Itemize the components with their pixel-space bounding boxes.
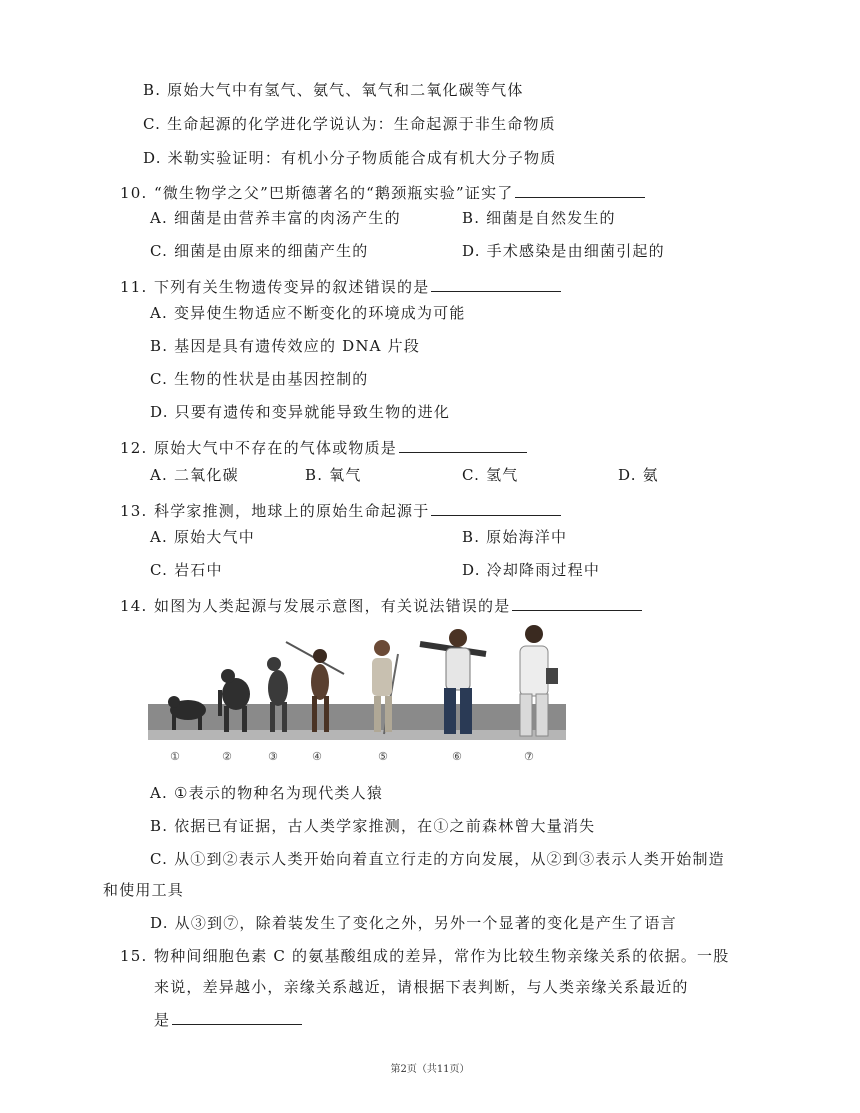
answer-blank [431, 499, 561, 516]
page-footer: 第2页（共11页） [390, 1064, 470, 1075]
human-evolution-figure [148, 624, 566, 766]
figure-label-3: ③ [268, 750, 278, 763]
human-evolution-illustration [148, 624, 566, 766]
option-b: B. 氧气 [305, 466, 362, 484]
question-15 [120, 946, 729, 966]
option-a: A. 二氧化碳 [150, 466, 239, 484]
option-c-continued: 和使用工具 [103, 881, 185, 899]
answer-blank [512, 594, 642, 611]
option-c-q9: C. 生命起源的化学进化学说认为：生命起源于非生命物质 [143, 115, 556, 133]
option-b: B. 依据已有证据，古人类学家推测，在①之前森林曾大量消失 [150, 817, 596, 835]
question-10 [120, 181, 645, 203]
answer-blank [172, 1008, 302, 1025]
question-12 [120, 436, 527, 458]
option-d: D. 手术感染是由细菌引起的 [462, 242, 665, 260]
question-number: 11. [120, 278, 148, 296]
question-number: 14. [120, 597, 148, 615]
question-number: 13. [120, 502, 148, 520]
ground-strip-edge [148, 730, 566, 740]
figure-label-5: ⑤ [378, 750, 388, 763]
question-stem: 原始大气中不存在的气体或物质是 [154, 439, 398, 457]
question-stem-line-2: 来说，差异越小，亲缘关系越近，请根据下表判断，与人类亲缘关系最近的 [154, 978, 689, 996]
question-stem: “微生物学之父”巴斯德著名的“鹅颈瓶实验”证实了 [154, 184, 514, 202]
option-c: C. 从①到②表示人类开始向着直立行走的方向发展，从②到③表示人类开始制造 [150, 850, 725, 868]
figure-label-4: ④ [312, 750, 322, 763]
option-a: A. 细菌是由营养丰富的肉汤产生的 [150, 209, 401, 227]
option-d: D. 从③到⑦，除着装发生了变化之外，另外一个显著的变化是产生了语言 [150, 914, 677, 932]
option-c: C. 氢气 [462, 466, 519, 484]
question-stem: 下列有关生物遗传变异的叙述错误的是 [154, 278, 430, 296]
question-stem: 科学家推测，地球上的原始生命起源于 [154, 502, 430, 520]
question-number: 10. [120, 184, 148, 202]
figure-label-6: ⑥ [452, 750, 462, 763]
option-a: A. 变异使生物适应不断变化的环境成为可能 [150, 304, 466, 322]
option-c: C. 岩石中 [150, 561, 223, 579]
answer-blank [431, 275, 561, 292]
option-a: A. ①表示的物种名为现代类人猿 [150, 784, 384, 802]
option-d: D. 氨 [618, 466, 659, 484]
option-d: D. 冷却降雨过程中 [462, 561, 601, 579]
option-b: B. 细菌是自然发生的 [462, 209, 616, 227]
figure-label-7: ⑦ [524, 750, 534, 763]
figure-label-2: ② [222, 750, 232, 763]
question-number: 12. [120, 439, 148, 457]
option-b: B. 原始海洋中 [462, 528, 568, 546]
question-14 [120, 594, 642, 616]
question-11 [120, 275, 561, 297]
answer-blank [515, 181, 645, 198]
question-15-line-3 [154, 1008, 302, 1030]
question-stem: 如图为人类起源与发展示意图，有关说法错误的是 [154, 597, 511, 615]
question-stem-line-1: 物种间细胞色素 C 的氨基酸组成的差异，常作为比较生物亲缘关系的依据。一股 [154, 947, 730, 965]
question-stem-line-3: 是 [154, 1011, 171, 1029]
option-d-q9: D. 米勒实验证明：有机小分子物质能合成有机大分子物质 [143, 149, 557, 167]
question-13 [120, 499, 561, 521]
option-a: A. 原始大气中 [150, 528, 255, 546]
option-d: D. 只要有遗传和变异就能导致生物的进化 [150, 403, 451, 421]
option-b-q9: B. 原始大气中有氢气、氨气、氧气和二氧化碳等气体 [143, 81, 524, 99]
figure-label-1: ① [170, 750, 180, 763]
option-c: C. 细菌是由原来的细菌产生的 [150, 242, 369, 260]
answer-blank [399, 436, 527, 453]
option-c: C. 生物的性状是由基因控制的 [150, 370, 369, 388]
question-number: 15. [120, 947, 148, 965]
option-b: B. 基因是具有遗传效应的 DNA 片段 [150, 337, 421, 355]
